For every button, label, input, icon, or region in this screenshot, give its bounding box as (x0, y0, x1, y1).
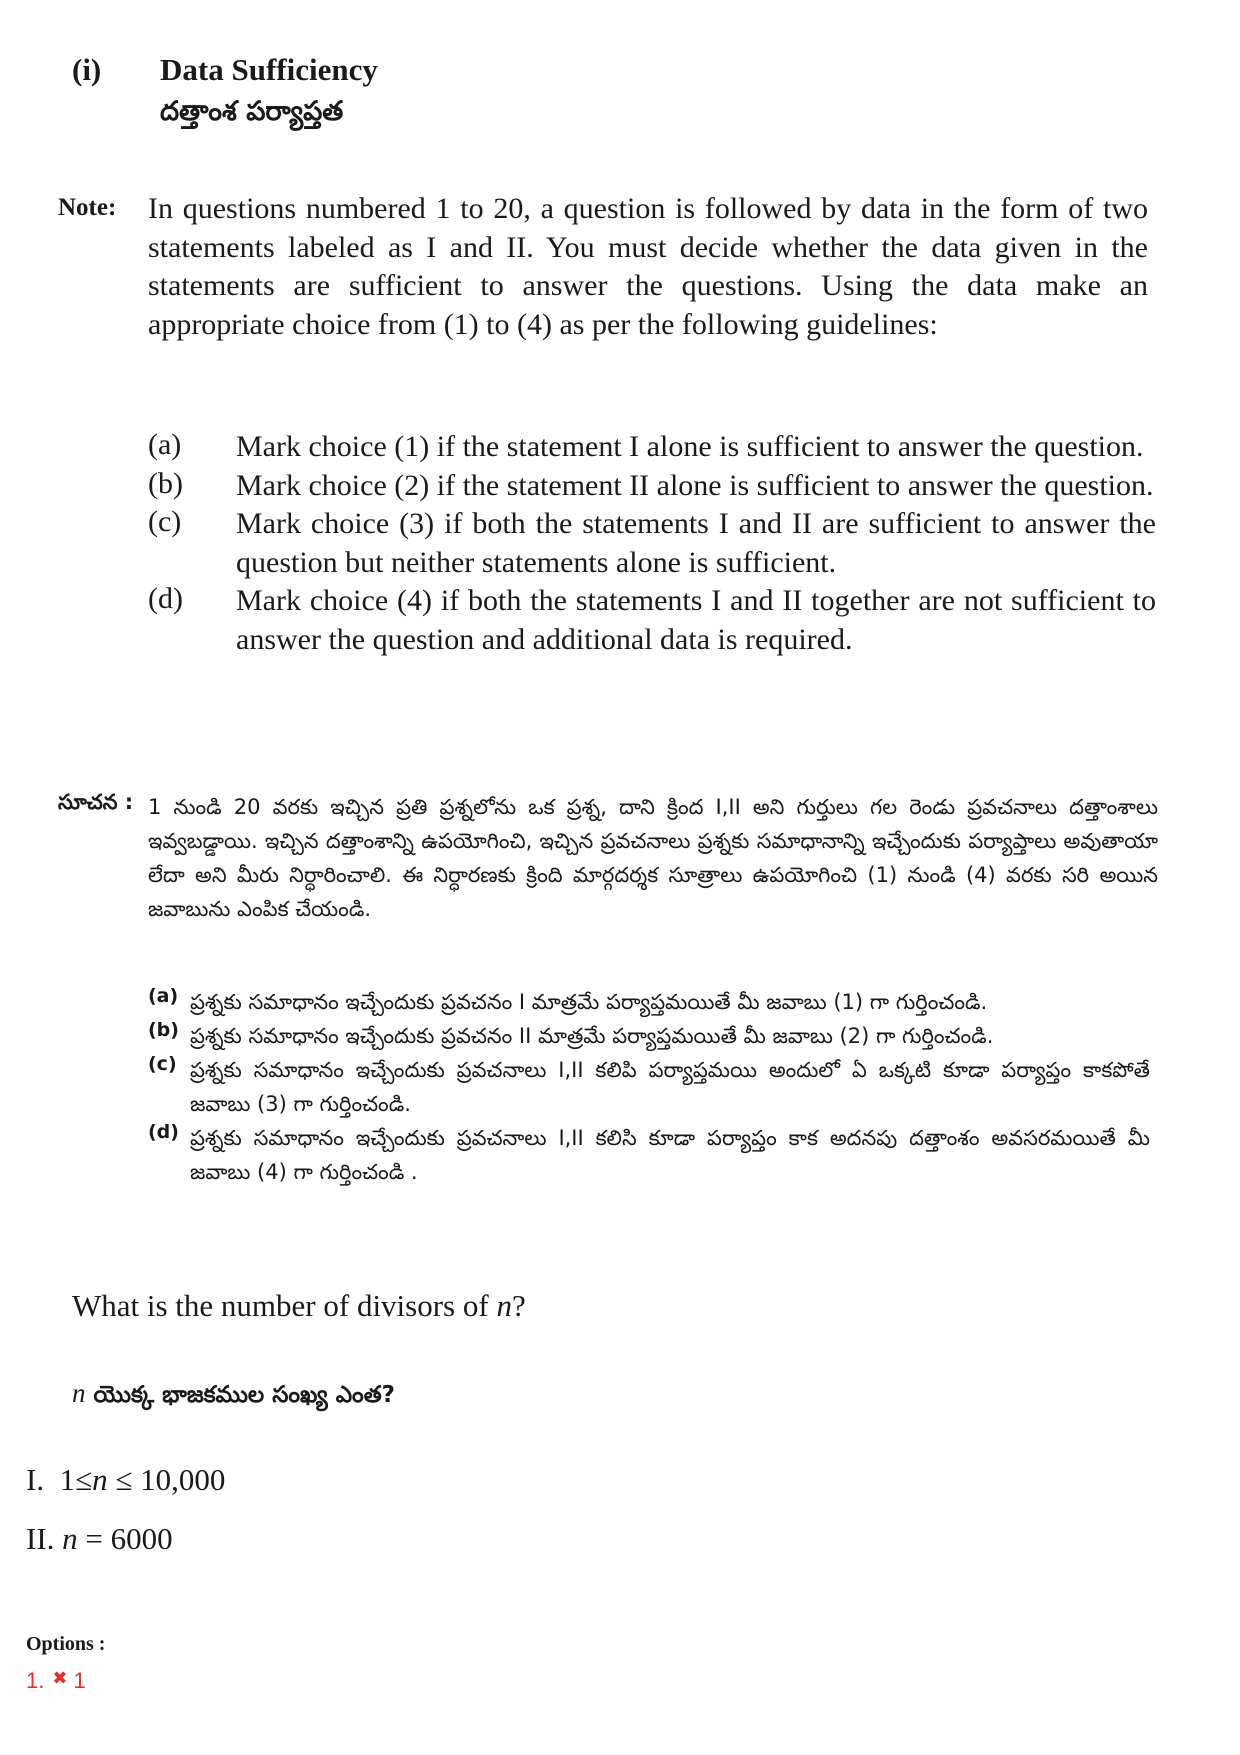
question-text-telugu (72, 1378, 395, 1414)
note-text-telugu: 1 నుండి 20 వరకు ఇచ్చిన ప్రతి ప్రశ్నలోను ఒక ప్రశ్న, దాని క్రింద I,II అని గుర్తులు గల రెండు ప్రవచనాలు దత్తాంశాలు ఇవ్వబడ్డాయి. ఇచ్చిన దత్తాంశాన్ని ఉపయోగించి, ఇచ్చిన ప్రవచనాలు ప్రశ్నకు సమాధానాన్ని ఇచ్చేందుకు పర్యాప్తాలు అవుతాయా లేదా అని మీరు నిర్ధారించాలి. ఈ నిర్ధారణకు క్రింది మార్గదర్శక సూత్రాలు ఉపయోగించి (1) నుండి (4) వరకు సరి అయిన జవాబును ఎంపిక చేయండి. (148, 795, 1158, 921)
guideline-item-telugu (148, 985, 1158, 1019)
statement-one (26, 1462, 225, 1498)
guideline-item-telugu (148, 1019, 1158, 1053)
wrong-cross-icon: ✖ (52, 1668, 68, 1688)
guideline-item (148, 505, 1158, 582)
guideline-letter: (a) (148, 985, 179, 1007)
statement-post: = 6000 (77, 1521, 173, 1556)
question-telugu-text: యొక్క భాజకముల సంఖ్య ఎంత? (85, 1382, 395, 1408)
statement-variable: n (62, 1521, 78, 1556)
options-label: Options : (26, 1633, 106, 1655)
guideline-text-telugu: ప్రశ్నకు సమాధానం ఇచ్చేందుకు ప్రవచనాలు I,II కలిపి పర్యాప్తమయి అందులో ఏ ఒక్కటి కూడా పర్యాప్తం కాకపోతే జవాబు (3) గా గుర్తించండి. (190, 1058, 1150, 1116)
statement-pre: 1≤ (59, 1462, 93, 1497)
question-text-after: ? (511, 1288, 526, 1323)
guideline-letter: (b) (148, 1019, 179, 1041)
statement-label: I. (26, 1462, 45, 1497)
guideline-text-telugu: ప్రశ్నకు సమాధానం ఇచ్చేందుకు ప్రవచనం I మాత్రమే పర్యాప్తమయితే మీ జవాబు (1) గా గుర్తించండి. (190, 990, 988, 1014)
section-title-telugu: దత్తాంశ పర్యాప్తత (160, 96, 344, 127)
statement-variable: n (92, 1462, 108, 1497)
note-label: Note: (58, 194, 117, 221)
guideline-letter: (b) (148, 466, 183, 500)
guideline-item (148, 582, 1158, 659)
question-text-before: What is the number of divisors of (72, 1288, 497, 1323)
guideline-letter: (c) (148, 1053, 177, 1075)
guideline-text: Mark choice (4) if both the statements I and II together are not sufficient to answer the question and additional data is required. (236, 584, 1156, 656)
statement-label: II. (26, 1521, 55, 1556)
guidelines-english (148, 428, 1158, 659)
option-item[interactable] (26, 1668, 86, 1694)
guideline-letter: (c) (148, 505, 182, 538)
guideline-item (148, 467, 1158, 506)
guideline-letter: (a) (148, 428, 182, 461)
guideline-item-telugu (148, 1121, 1158, 1189)
section-title: Data Sufficiency (160, 52, 378, 87)
guideline-text-telugu: ప్రశ్నకు సమాధానం ఇచ్చేందుకు ప్రవచనం II మాత్రమే పర్యాప్తమయితే మీ జవాబు (2) గా గుర్తించండి. (190, 1024, 994, 1048)
statement-post: ≤ 10,000 (107, 1462, 226, 1497)
guideline-letter: (d) (148, 1121, 179, 1143)
guidelines-telugu (148, 985, 1158, 1189)
option-text: 1 (73, 1668, 86, 1693)
guideline-letter: (d) (148, 582, 183, 615)
guideline-item-telugu (148, 1053, 1158, 1121)
question-variable: n (496, 1288, 512, 1323)
guideline-text: Mark choice (1) if the statement I alone is sufficient to answer the question. (236, 430, 1144, 463)
guideline-text-telugu: ప్రశ్నకు సమాధానం ఇచ్చేందుకు ప్రవచనాలు I,II కలిసి కూడా పర్యాప్తం కాక అదనపు దత్తాంశం అవసరమయితే మీ జవాబు (4) గా గుర్తించండి . (190, 1126, 1150, 1184)
note-label-telugu: సూచన : (58, 790, 134, 814)
guideline-text: Mark choice (2) if the statement II alone is sufficient to answer the question. (236, 468, 1154, 502)
section-number: (i) (72, 52, 102, 87)
guideline-text: Mark choice (3) if both the statements I and II are sufficient to answer the question but neither statements alone is sufficient. (236, 507, 1156, 579)
question-text (72, 1288, 526, 1324)
statement-two (26, 1521, 173, 1557)
note-text: In questions numbered 1 to 20, a question is followed by data in the form of two statements labeled as I and II. You must decide whether the data given in the statements are sufficient to answer the questions. Using the data make an appropriate choice from (1) to (4) as per the following guidelines: (148, 192, 1148, 341)
guideline-item (148, 428, 1158, 467)
question-variable-telugu: n (72, 1378, 86, 1408)
option-number: 1. (26, 1668, 45, 1693)
